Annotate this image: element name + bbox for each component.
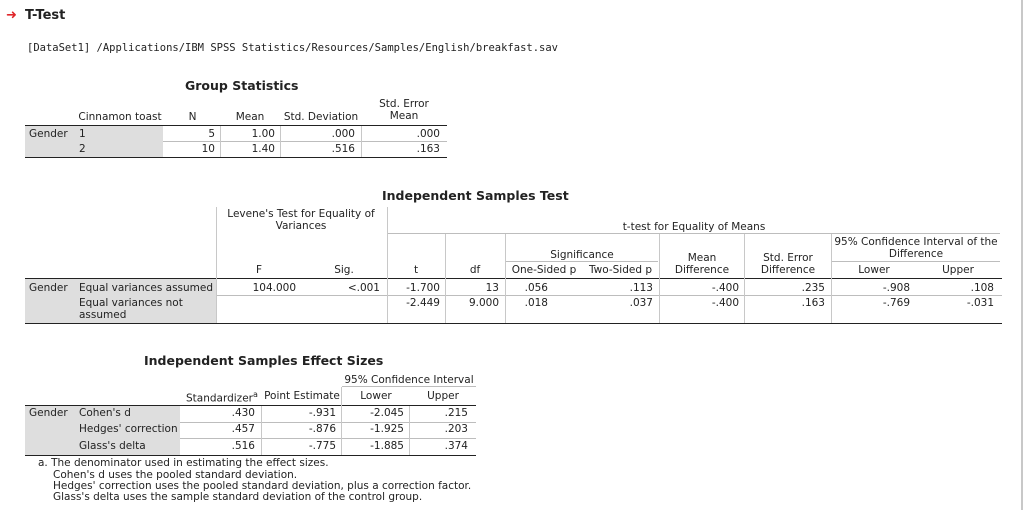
red-arrow-icon: ➜ — [6, 8, 17, 23]
effect-col-standardizer: Standardizer$^a$ — [186, 390, 258, 405]
footnote: a. The denominator used in estimating the effect sizes. — [38, 457, 329, 469]
footnote: Glass's delta uses the sample standard deviation of the control group. — [53, 491, 423, 503]
output-header[interactable] — [6, 4, 65, 23]
levene-header-1: Levene's Test for Equality of — [227, 208, 375, 220]
gs-col-n: N — [188, 111, 197, 123]
gs-row-label: Gender — [29, 128, 68, 140]
effect-ci-header: 95% Confidence Interval — [344, 374, 474, 386]
gs-col-sd: Std. Deviation — [283, 111, 359, 123]
gs-col-var: Cinnamon toast — [78, 111, 162, 123]
effect-row-label: Gender — [29, 407, 68, 419]
ind-test-title: Independent Samples Test — [382, 188, 569, 203]
ttest-header: t-test for Equality of Means — [622, 221, 766, 233]
dataset-path: [DataSet1] /Applications/IBM SPSS Statistics/Resources/Samples/English/breakfast.sav — [27, 42, 559, 54]
ci-header-1: 95% Confidence Interval of the — [834, 236, 998, 248]
right-border — [1021, 0, 1023, 510]
group-stats-title: Group Statistics — [185, 78, 299, 93]
footnote: Hedges' correction uses the pooled standard deviation, plus a correction factor. — [53, 480, 472, 492]
levene-header-2: Variances — [275, 220, 327, 232]
gs-col-se1: Std. Error — [379, 98, 429, 110]
footnote: Cohen's d uses the pooled standard deviation. — [53, 469, 298, 481]
output-title: T-Test — [25, 8, 66, 23]
gs-col-mean: Mean — [235, 111, 265, 123]
ind-row-label: Gender — [29, 282, 68, 294]
effect-title: Independent Samples Effect Sizes — [144, 353, 384, 368]
significance-header: Significance — [550, 249, 614, 261]
ci-header-2: Difference — [888, 248, 944, 260]
gs-col-se2: Mean — [389, 110, 419, 122]
